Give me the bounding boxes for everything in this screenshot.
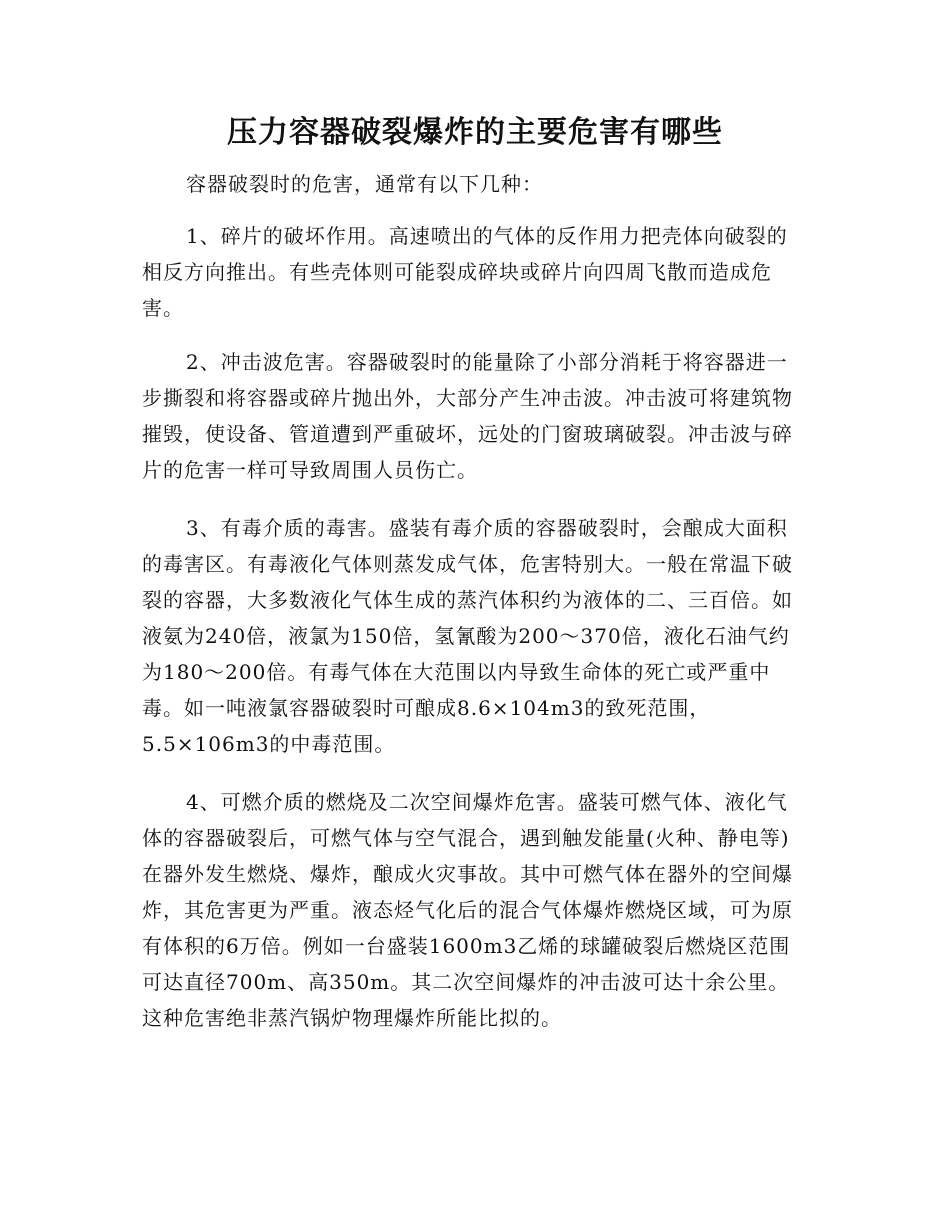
paragraph-shockwave: 2、冲击波危害。容器破裂时的能量除了小部分消耗于将容器进一步撕裂和将容器或碎片抛出外，大部分产生冲击波。冲击波可将建筑物摧毁，使设备、管道遭到严重破坏，远处的门窗玻璃破裂。冲击波与碎片的危害一样可导致周围人员伤亡。 <box>142 350 793 482</box>
paragraph-fragments: 1、碎片的破坏作用。高速喷出的气体的反作用力把壳体向破裂的相反方向推出。有些壳体则可能裂成碎块或碎片向四周飞散而造成危害。 <box>142 224 788 320</box>
document-title: 压力容器破裂爆炸的主要危害有哪些 <box>227 115 723 150</box>
paragraph-toxic: 3、有毒介质的毒害。盛装有毒介质的容器破裂时，会酿成大面积的毒害区。有毒液化气体则蒸发成气体，危害特别大。一般在常温下破裂的容器，大多数液化气体生成的蒸汽体积约为液体的二、三百倍。如液氨为240倍，液氯为150倍，氢氰酸为200～370倍，液化石油气约为180～200倍。有毒气体在大范围以内导致生命体的死亡或严重中毒。如一吨液氯容器破裂时可酿成8.6×104m3的致死范围，5.5×106m3的中毒范围。 <box>142 516 793 756</box>
intro-paragraph: 容器破裂时的危害，通常有以下几种： <box>186 172 543 196</box>
paragraph-combustion: 4、可燃介质的燃烧及二次空间爆炸危害。盛装可燃气体、液化气体的容器破裂后，可燃气体与空气混合，遇到触发能量(火种、静电等)在器外发生燃烧、爆炸，酿成火灾事故。其中可燃气体在器外的空间爆炸，其危害更为严重。液态烃气化后的混合气体爆炸燃烧区域，可为原有体积的6万倍。例如一台盛装1600m3乙烯的球罐破裂后燃烧区范围可达直径700m、高350m。其二次空间爆炸的冲击波可达十余公里。这种危害绝非蒸汽锅炉物理爆炸所能比拟的。 <box>142 790 793 1030</box>
